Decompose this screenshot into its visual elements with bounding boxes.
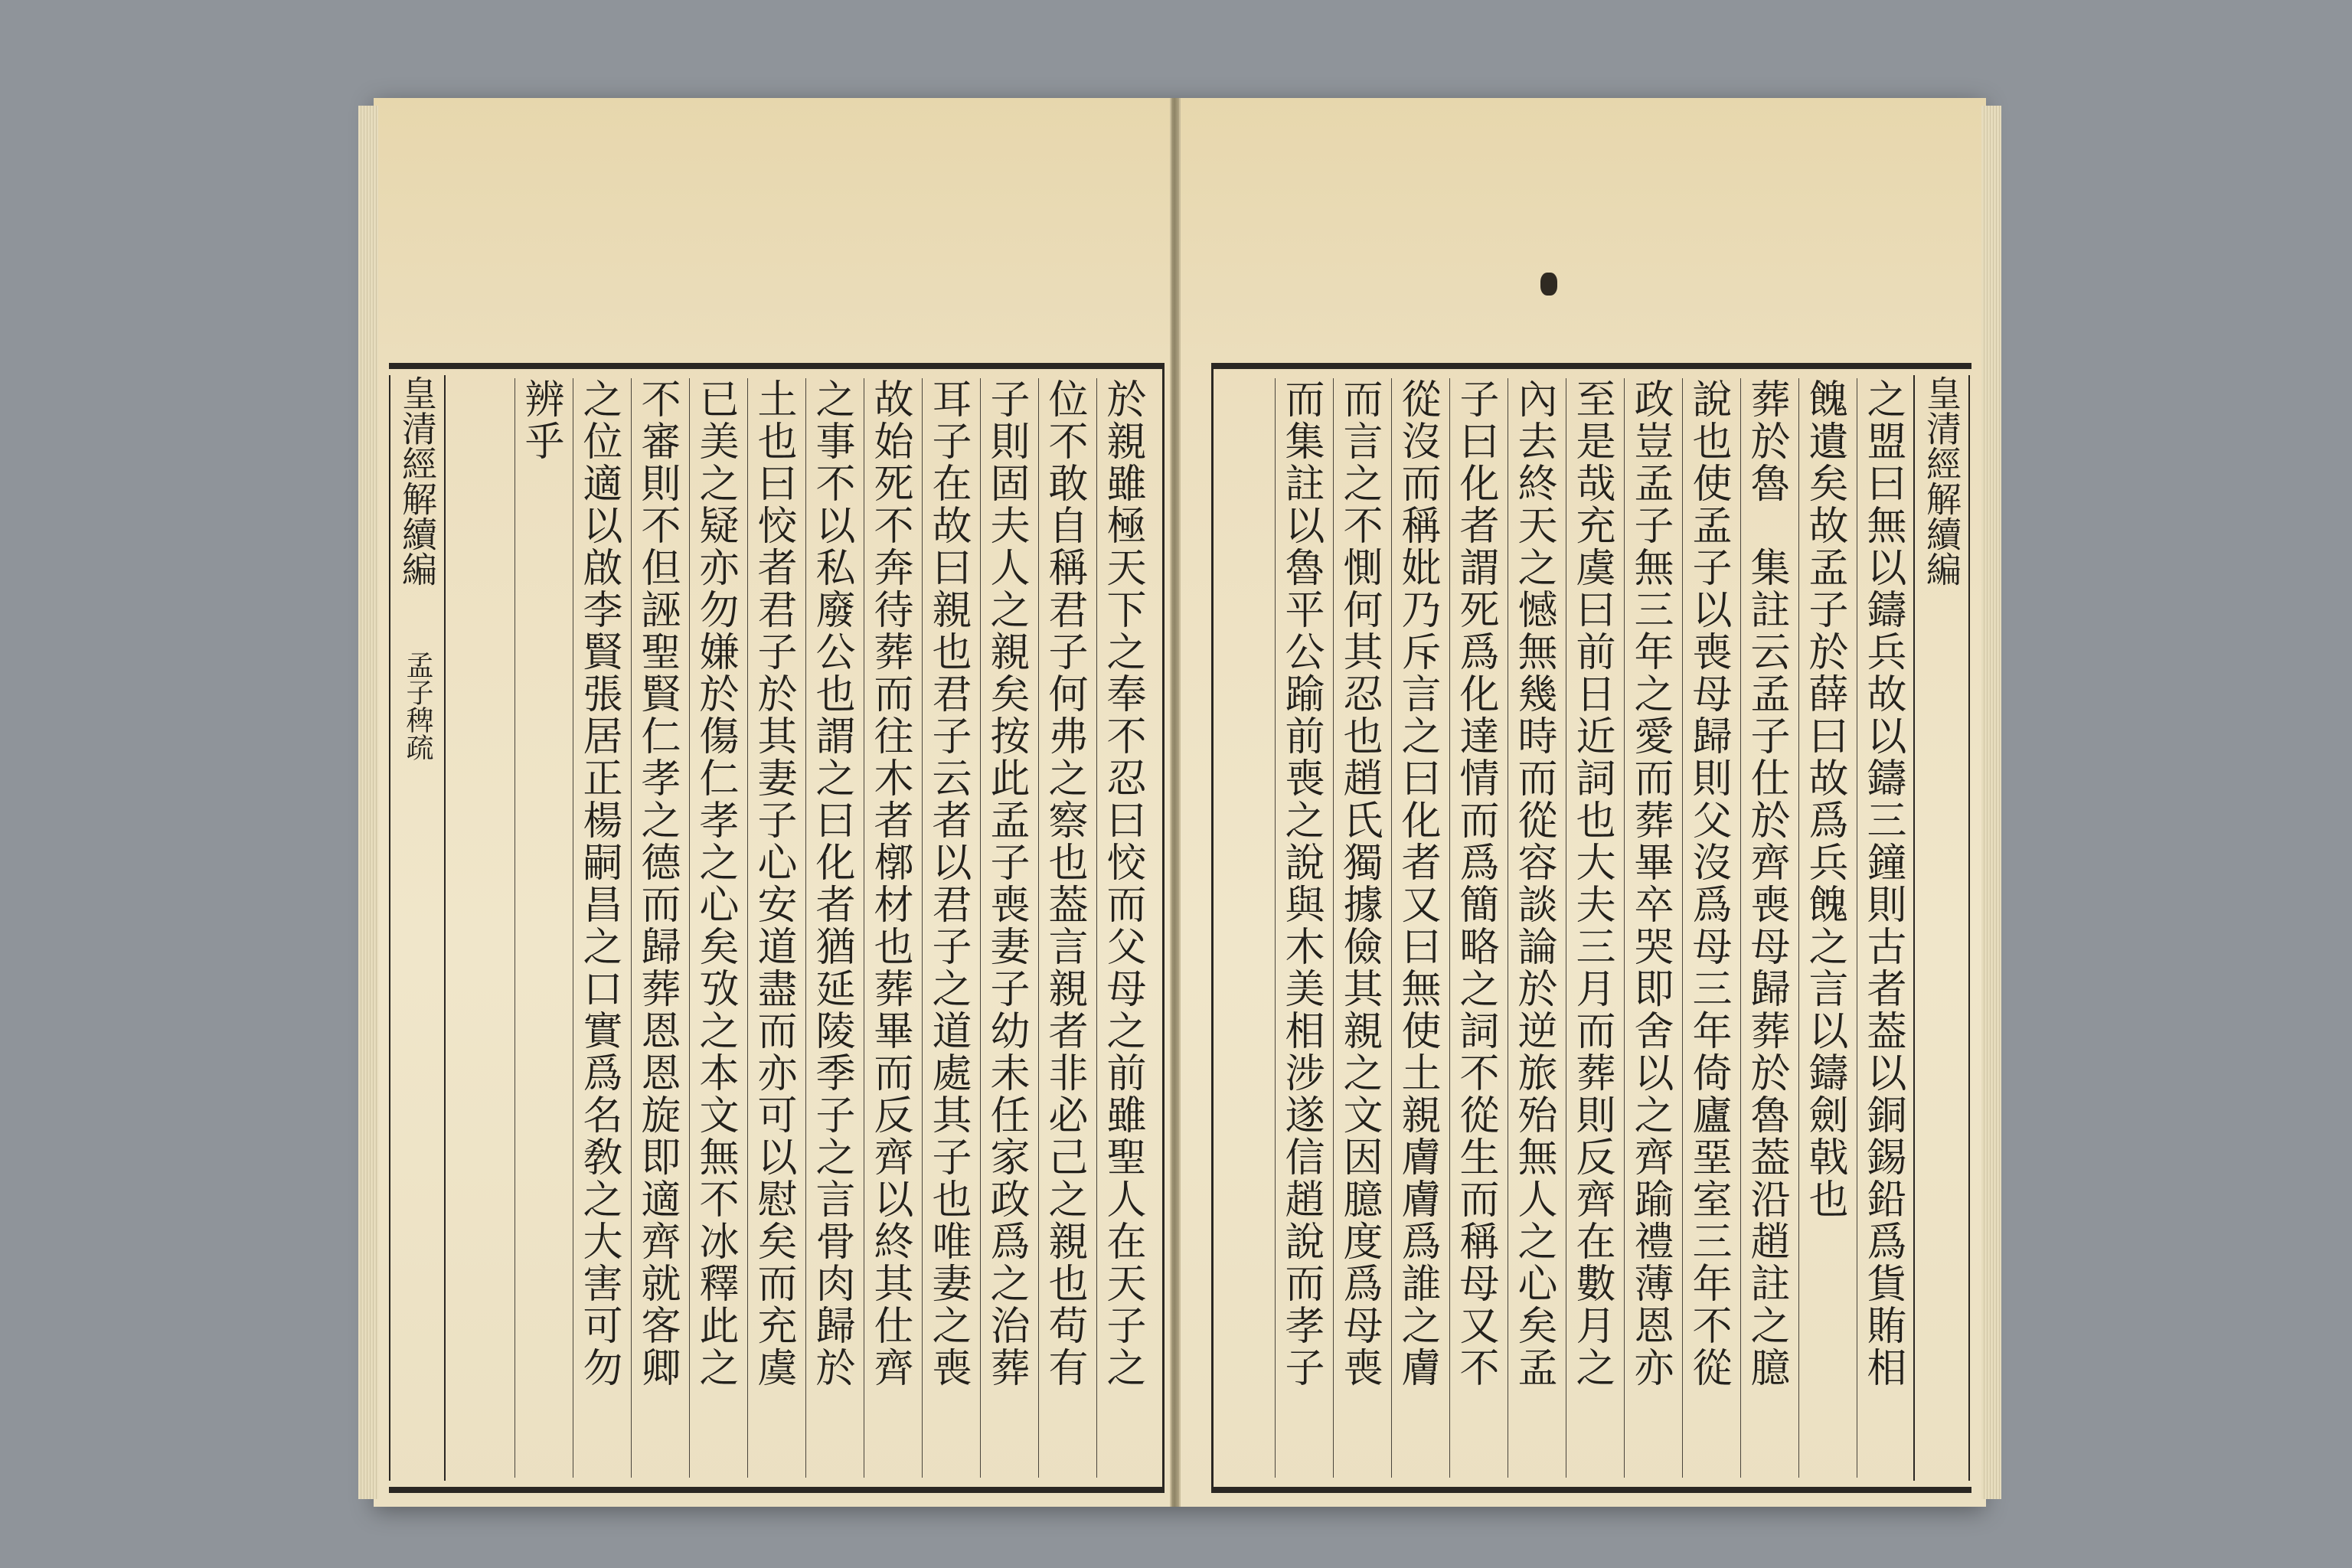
text-column: 土也曰恔者君子於其妻子心安道盡而亦可以慰矣而充虞 [747, 378, 799, 1478]
text-column: 子則固夫人之親矣按此孟子喪妻子幼未任家政爲之治葬 [980, 378, 1031, 1478]
text-column: 而集註以魯平公踰前喪之說與木美相涉遂信趙說而孝子 [1275, 378, 1326, 1478]
text-column: 故始死不奔待葬而往木者槨材也葬畢而反齊以終其仕齊 [864, 378, 915, 1478]
text-column: 子曰化者謂死爲化達情而爲簡略之詞不從生而稱母又不 [1449, 378, 1501, 1478]
right-text-frame [1211, 363, 1971, 1493]
text-column: 至是哉充虞曰前日近詞也大夫三月而葬則反齊在數月之 [1566, 378, 1617, 1478]
text-column: 已美之疑亦勿嫌於傷仁孝之心矣攷之本文無不冰釋此之 [689, 378, 740, 1478]
right-banner-title: 皇清經解續編 [1921, 375, 1962, 586]
right-page-edges [1981, 106, 2001, 1499]
text-column: 不審則不但誣聖賢仁孝之德而歸葬恩恩旋即適齊就客卿 [631, 378, 682, 1478]
left-page-edges [358, 106, 378, 1499]
right-page [1179, 98, 1986, 1507]
left-page [374, 98, 1171, 1507]
text-column: 而言之不惻何其忍也趙氏獨據儉其親之文因臆度爲母喪 [1333, 378, 1384, 1478]
left-banner-title: 皇清經解續編 [397, 375, 438, 586]
text-column: 於親雖極天下之奉不忍曰恔而父母之前雖聖人在天子之 [1096, 378, 1148, 1478]
text-column: 辨乎 [514, 378, 566, 1478]
text-column: 位不敢自稱君子何弗之察也葢言親者非必己之親也苟有 [1038, 378, 1089, 1478]
text-column: 之位適以啟李賢張居正楊嗣昌之口實爲名敎之大害可勿 [573, 378, 624, 1478]
right-page-banner [1913, 375, 1970, 1481]
text-column: 政豈孟子無三年之愛而葬畢卒哭即舍以之齊踰禮薄恩亦 [1624, 378, 1675, 1478]
text-column: 說也使孟子以喪母歸則父沒爲母三年倚廬堊室三年不從 [1682, 378, 1733, 1478]
left-page-banner [389, 375, 446, 1481]
text-column: 之事不以私廢公也謂之曰化者猶延陵季子之言骨肉歸於 [805, 378, 857, 1478]
text-column: 從沒而稱妣乃斥言之曰化者又曰無使土親膚膚爲誰之膚 [1391, 378, 1442, 1478]
text-column: 餽遺矣故孟子於薛曰故爲兵餽之言以鑄劍戟也 [1798, 378, 1850, 1478]
text-column: 耳子在故曰親也君子云者以君子之道處其子也唯妻之喪 [922, 378, 973, 1478]
text-column: 葬於魯 集註云孟子仕於齊喪母歸葬於魯葢沿趙註之臆 [1740, 378, 1792, 1478]
open-book [374, 98, 1984, 1507]
text-column: 之盟曰無以鑄兵故以鑄三鐘則古者葢以銅錫鉛爲貨賄相 [1857, 378, 1908, 1478]
text-column: 內去終天之憾無幾時而從容談論於逆旅殆無人之心矣孟 [1508, 378, 1559, 1478]
ink-stain [1540, 273, 1557, 296]
left-banner-subtitle: 孟子稗疏 [402, 651, 433, 761]
left-text-frame [389, 363, 1165, 1493]
